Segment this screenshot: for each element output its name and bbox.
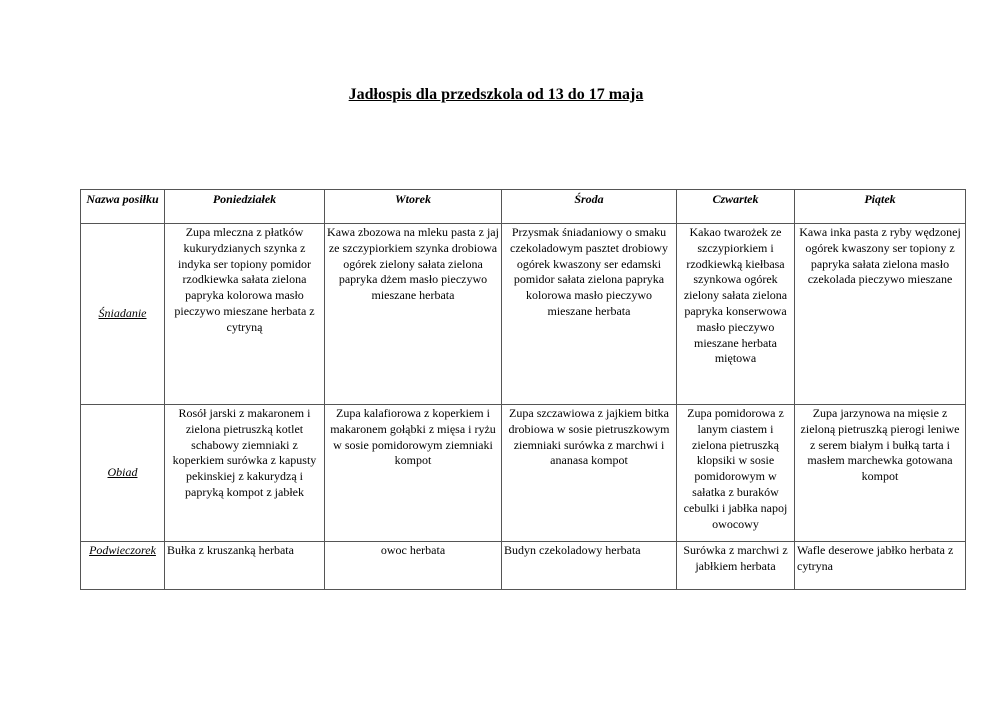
menu-cell: Rosół jarski z makaronem i zielona pietruszką kotlet schabowy ziemniaki z koperkiem surówka z kapusty pekinskiej z kakurydzą i papryką kompot z jabłek <box>165 405 325 542</box>
day-header-monday: Poniedziałek <box>165 190 325 224</box>
header-row <box>81 190 966 224</box>
page-title: Jadłospis dla przedszkola od 13 do 17 maja <box>348 86 644 103</box>
table-row-lunch <box>81 405 966 542</box>
menu-cell: Kawa zbozowa na mleku pasta z jaj ze szczypiorkiem szynka drobiowa ogórek zielony sałata zielona papryka dżem masło pieczywo mieszane herbata <box>325 224 502 405</box>
meal-name-breakfast: Śniadanie <box>81 224 165 405</box>
day-header-tuesday: Wtorek <box>325 190 502 224</box>
meal-name-lunch: Obiad <box>81 405 165 542</box>
menu-cell: Budyn czekoladowy herbata <box>502 542 677 590</box>
menu-cell: Zupa kalafiorowa z koperkiem i makaronem gołąbki z mięsa i ryżu w sosie pomidorowym ziemniaki kompot <box>325 405 502 542</box>
menu-table <box>80 189 966 590</box>
corner-header: Nazwa posiłku <box>81 190 165 224</box>
menu-cell: Surówka z marchwi z jabłkiem herbata <box>677 542 795 590</box>
menu-cell: Bułka z kruszanką herbata <box>165 542 325 590</box>
menu-cell: owoc herbata <box>325 542 502 590</box>
table-row-breakfast <box>81 224 966 405</box>
menu-cell: Zupa mleczna z płatków kukurydzianych szynka z indyka ser topiony pomidor rzodkiewka sałata zielona papryka kolorowa masło pieczywo mieszane herbata z cytryną <box>165 224 325 405</box>
menu-cell: Zupa pomidorowa z lanym ciastem i zielona pietruszką klopsiki w sosie pomidorowym w sałatka z buraków cebulki i jabłka napoj owocowy <box>677 405 795 542</box>
day-header-friday: Piątek <box>795 190 966 224</box>
day-header-thursday: Czwartek <box>677 190 795 224</box>
day-header-wednesday: Środa <box>502 190 677 224</box>
menu-cell: Wafle deserowe jabłko herbata z cytryna <box>795 542 966 590</box>
meal-name-snack: Podwieczorek <box>81 542 165 590</box>
menu-cell: Przysmak śniadaniowy o smaku czekoladowym pasztet drobiowy ogórek kwaszony ser edamski pomidor sałata zielona papryka kolorowa masło pieczywo mieszane herbata <box>502 224 677 405</box>
menu-cell: Kakao twarożek ze szczypiorkiem i rzodkiewką kiełbasa szynkowa ogórek zielony sałata zielona papryka konserwowa masło pieczywo mieszane herbata miętowa <box>677 224 795 405</box>
table-row-snack <box>81 542 966 590</box>
menu-cell: Kawa inka pasta z ryby wędzonej ogórek kwaszony ser topiony z papryka sałata zielona masło czekolada pieczywo mieszane <box>795 224 966 405</box>
menu-cell: Zupa szczawiowa z jajkiem bitka drobiowa w sosie pietruszkowym ziemniaki surówka z marchwi i ananasa kompot <box>502 405 677 542</box>
menu-cell: Zupa jarzynowa na mięsie z zieloną pietruszką pierogi leniwe z serem białym i bułką tarta i masłem marchewka gotowana kompot <box>795 405 966 542</box>
